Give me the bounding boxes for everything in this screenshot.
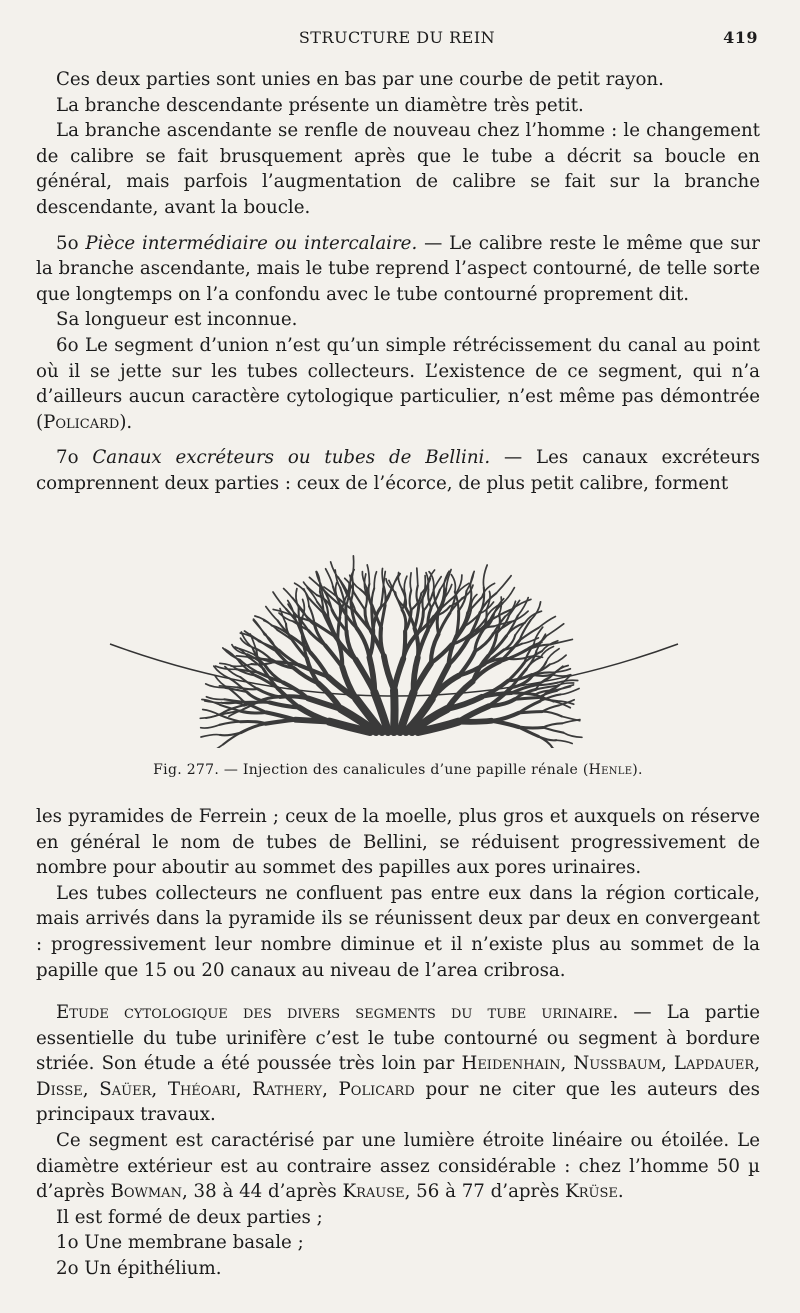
section-heading: Pièce intermédiaire ou intercalaire. xyxy=(85,232,418,254)
author-name: Policard xyxy=(43,411,120,433)
tubule-branch xyxy=(439,613,451,634)
tubule-branch xyxy=(556,740,572,743)
renal-papilla-illustration xyxy=(108,512,680,748)
figure-caption: Fig. 277. — Injection des canalicules d’une papille rénale (Henle). xyxy=(153,762,643,778)
paragraph: Sa longueur est inconnue. xyxy=(56,309,298,331)
section-number: 7o xyxy=(56,447,79,469)
tubule-branch xyxy=(225,667,240,678)
text-block-top xyxy=(36,67,760,497)
tubule-branch xyxy=(206,697,224,700)
tubule-branch xyxy=(201,725,220,728)
tubule-branch xyxy=(546,624,564,637)
tubule-branch xyxy=(352,556,353,578)
tubule-branch xyxy=(459,721,492,722)
section-5 xyxy=(36,231,760,308)
tubule-branch xyxy=(538,617,555,628)
tubule-branch xyxy=(241,721,266,723)
tubule-branch xyxy=(326,569,333,587)
tubule-branch xyxy=(496,576,511,593)
tubule-branch xyxy=(394,690,395,732)
section-number: 5o xyxy=(56,232,79,254)
list-item: 1o Une membrane basale ; xyxy=(56,1232,304,1254)
tubule-branch xyxy=(550,655,566,664)
paragraph: les pyramides de Ferrein ; ceux de la moelle, plus gros et auxquels on réserve en général le nom de tubes de Bellini, se réduisent progressivement de nombre pour aboutir au sommet des papilles aux pores urinaires. xyxy=(36,806,760,879)
tubule-branch xyxy=(273,592,286,609)
paragraph: Les tubes collecteurs ne confluent pas entre eux dans la région corticale, mais arrivés dans la pyramide ils se réunissent deux par deux en convergeant : progressivement leur nombre diminue et il n’existe plus au sommet de la papille que 15 ou 20 canaux au niveau de l’area cribrosa. xyxy=(36,882,760,981)
tubule-branch xyxy=(531,602,541,620)
tubule-branch xyxy=(382,569,384,586)
tubule-branch xyxy=(509,600,520,616)
tubule-branch xyxy=(410,590,412,610)
tubule-branch xyxy=(552,675,571,676)
tubule-branch xyxy=(546,649,559,662)
tubule-branch xyxy=(543,723,562,727)
tubule-branch xyxy=(543,728,564,733)
tubule-branch xyxy=(415,605,419,628)
section-text: Le segment d’union n’est qu’un simple rétrécissement du canal au point où il se jette sur les tubes collecteurs. L’existence de ce segment, qui n’a d’ailleurs aucun caractère cytologique particulier, n’est même pas démontrée ( xyxy=(36,334,760,433)
tubule-branch xyxy=(374,572,376,589)
tubule-branch xyxy=(416,586,418,605)
tubule-branch xyxy=(562,720,580,724)
etude-paragraph: Etude cytologique des divers segments du tube urinaire. — La partie essentielle du tube urinifère c’est le tube contourné ou segment à bordure striée. Son étude a été poussée très loin par Heidenhain, Nussbaum, Lapdauer, Disse, Saüer, Théoari, Rathery, Policard pour ne citer que les auteurs des principaux travaux. xyxy=(36,1002,760,1126)
tubule-branch xyxy=(542,712,562,717)
page-number: 419 xyxy=(723,28,758,47)
tubule-branch xyxy=(364,574,365,591)
section-heading: Canaux excréteurs ou tubes de Bellini. xyxy=(92,447,491,469)
tubule-branch xyxy=(253,620,265,634)
tubule-branch xyxy=(404,576,407,592)
section-number: 6o xyxy=(56,334,79,356)
paragraph: Ces deux parties sont unies en bas par une courbe de petit rayon. xyxy=(56,69,664,90)
segment-paragraph: Ce segment est caractérisé par une lumière étroite linéaire ou étoilée. Le diamètre extérieur est au contraire assez considérable : chez l’homme 50 µ d’après Bowman, 38 à 44 d’après Krause, 56 à 77 d’après Krüse. xyxy=(36,1129,760,1203)
running-title: STRUCTURE DU REIN xyxy=(298,28,496,47)
tubule-branch xyxy=(451,575,455,592)
section-text: — Le calibre reste le même que sur la branche ascendante, mais le tube reprend l’aspect contourné, de telle sorte que longtemps on l’a confondu avec le tube contourné proprement dit. xyxy=(36,232,760,305)
tubule-branch xyxy=(381,628,384,656)
tubule-branch xyxy=(417,568,418,586)
tubule-branch xyxy=(201,735,220,737)
tubule-branch xyxy=(394,659,403,690)
tubule-branch xyxy=(354,593,365,610)
tubule-branch xyxy=(503,588,515,604)
tubule-branch xyxy=(267,713,296,720)
tubule-branch xyxy=(381,605,385,628)
tubule-branch xyxy=(367,565,369,584)
tubule-branch xyxy=(564,733,582,738)
tubule-branch xyxy=(266,607,278,621)
tubule-branch xyxy=(220,722,241,725)
tubule-branch xyxy=(365,610,371,631)
tubule-branch xyxy=(309,577,324,591)
section-7 xyxy=(36,445,760,496)
tubule-branch xyxy=(492,721,519,727)
tubule-branch xyxy=(455,592,459,611)
tubule-branch xyxy=(410,573,411,591)
text-block-bottom xyxy=(36,1000,760,1282)
text-block-middle xyxy=(36,804,760,983)
tubule-branch xyxy=(515,698,539,700)
section-6: 6o Le segment d’union n’est qu’un simple rétrécissement du canal au point où il se jette sur les tubes collecteurs. L’existence de ce segment, qui n’a d’ailleurs aucun caractère cytologique particulier, n’est même pas démontrée (Policard). xyxy=(36,334,760,433)
tubule-branch xyxy=(552,747,564,748)
tubule-branch xyxy=(561,689,580,695)
paragraph: Il est formé de deux parties ; xyxy=(56,1206,323,1228)
section-text: — Les canaux excréteurs comprennent deux parties : ceux de l’écorce, de plus petit calibre, forment xyxy=(36,447,760,494)
tubule-branch xyxy=(483,565,487,587)
paragraph: La branche descendante présente un diamètre très petit. xyxy=(56,94,584,116)
section-heading: Etude cytologique des divers segments du tube urinaire. xyxy=(56,1002,619,1023)
author-name: Henle xyxy=(588,762,633,778)
tubule-branch xyxy=(357,628,370,657)
running-header xyxy=(36,28,758,54)
tubule-branch xyxy=(207,744,223,748)
tubule-branch xyxy=(346,607,347,631)
tubule-branch xyxy=(241,724,266,733)
list-item: 2o Un épithélium. xyxy=(56,1257,222,1279)
tubule-branch xyxy=(519,712,542,713)
paragraph: La branche ascendante se renfle de nouveau chez l’homme : le changement de calibre se fait brusquement après que le tube a décrit sa boucle en général, mais parfois l’augmentation de calibre se fait sur la branche descendante, avant la boucle. xyxy=(36,120,760,218)
